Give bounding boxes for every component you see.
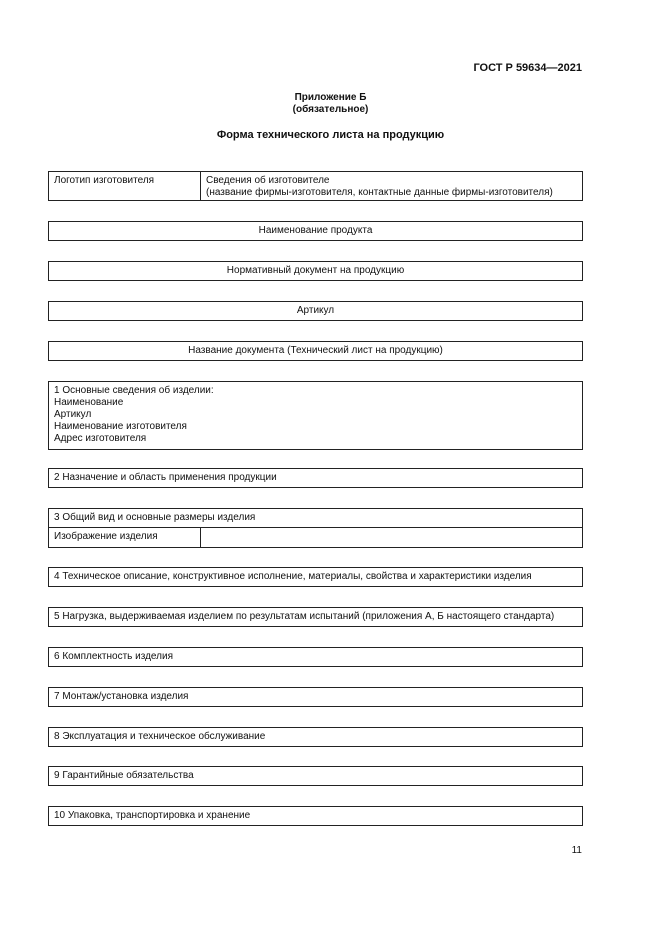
- annex-title: Приложение Б: [294, 92, 367, 103]
- section-7-box: 7 Монтаж/установка изделия: [48, 687, 583, 707]
- annex-status: (обязательное): [292, 104, 369, 115]
- section-3-title: 3 Общий вид и основные размеры изделия: [49, 509, 582, 528]
- page-number: 11: [571, 845, 582, 856]
- manufacturer-info-cell: [201, 172, 582, 200]
- section-6-box: 6 Комплектность изделия: [48, 647, 583, 667]
- section-1-line: Наименование: [54, 397, 124, 408]
- form-title: Форма технического листа на продукцию: [216, 129, 445, 141]
- section-2-box: 2 Назначение и область применения продукции: [48, 468, 583, 488]
- section-1-title: 1 Основные сведения об изделии:: [54, 385, 214, 396]
- section-8-box: 8 Эксплуатация и техническое обслуживание: [48, 727, 583, 747]
- product-name-box: Наименование продукта: [48, 221, 583, 241]
- annex-heading: [0, 92, 661, 116]
- section-1-line: Артикул: [54, 409, 92, 420]
- section-3-image-row: [49, 528, 582, 547]
- manufacturer-info-note: (название фирмы-изготовителя, контактные данные фирмы-изготовителя): [206, 187, 553, 198]
- manufacturer-block: [48, 171, 583, 201]
- manufacturer-logo-cell: Логотип изготовителя: [49, 172, 201, 200]
- section-10-box: 10 Упаковка, транспортировка и хранение: [48, 806, 583, 826]
- section-3-box: [48, 508, 583, 548]
- section-1-line: Адрес изготовителя: [54, 433, 147, 444]
- section-1-box: [48, 381, 583, 450]
- section-5-box: 5 Нагрузка, выдерживаемая изделием по результатам испытаний (приложения А, Б настоящего стандарта): [48, 607, 583, 627]
- standard-code: ГОСТ Р 59634—2021: [473, 62, 582, 74]
- manufacturer-info-label: Сведения об изготовителе: [206, 175, 330, 186]
- article-box: Артикул: [48, 301, 583, 321]
- section-9-box: 9 Гарантийные обязательства: [48, 766, 583, 786]
- section-4-box: 4 Техническое описание, конструктивное исполнение, материалы, свойства и характеристики изделия: [48, 567, 583, 587]
- document-name-box: Название документа (Технический лист на продукцию): [48, 341, 583, 361]
- normative-doc-box: Нормативный документ на продукцию: [48, 261, 583, 281]
- section-3-image-label: Изображение изделия: [49, 528, 201, 547]
- section-1-line: Наименование изготовителя: [54, 421, 187, 432]
